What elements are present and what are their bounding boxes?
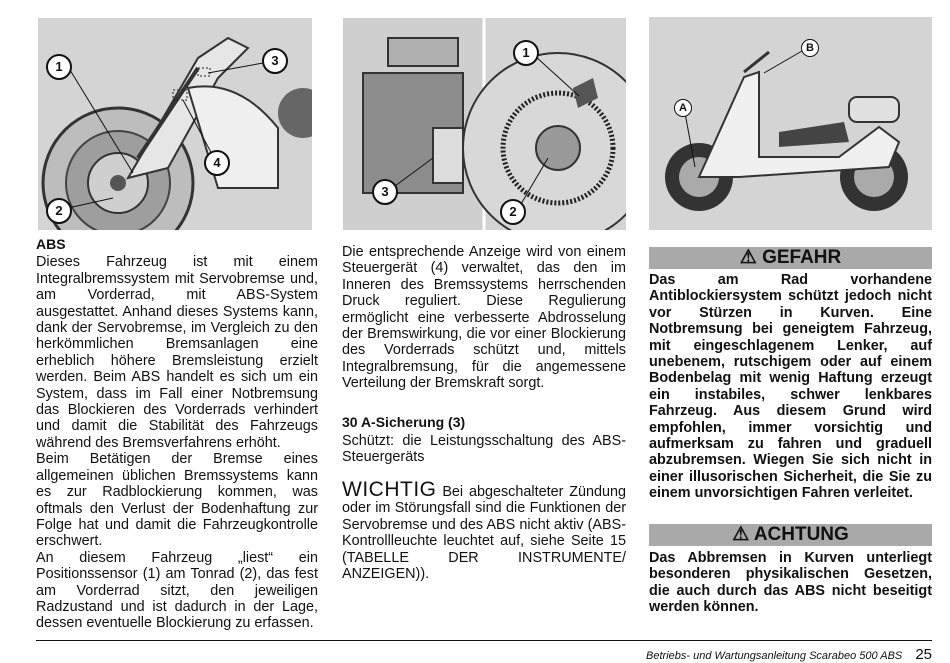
page-number: 25 <box>915 646 932 663</box>
footer-rule <box>36 640 932 641</box>
wichtig-text: Bei abgeschalteter Zündung oder im Störungsfall sind die Funktionen der Servobremse und des ABS nicht aktiv (ABS-Kontrollleuchte leuchtet auf, siehe Seite 15 (TABELLE DER INSTRUMENTE/ ANZEIGEN)). <box>342 483 627 582</box>
scooter-side-illustration <box>649 17 932 230</box>
wichtig-note <box>342 477 627 582</box>
callout-b: B <box>801 39 819 57</box>
warning-triangle-icon: ⚠ <box>732 524 750 545</box>
callout-1: 1 <box>513 40 539 66</box>
abs-intro-paragraph: Dieses Fahrzeug ist mit einem Integralbremssystem mit Servobremse und, am Vorderrad, mit ABS-System ausgestattet. Anhand dieses Systems kann, dank der Servobremse, im Vergleich zu den herkömmlichen Bremsanlagen eine erheblich höhere Bremsleistung erzielt werden. Beim ABS handelt es sich um ein System, dass im Fall einer Notbremsung das Blockieren des Vorderrads verhindert und damit die Stabilität des Fahrzeugs während des Bremsverfahrens erhöht. <box>36 254 318 451</box>
callout-a: A <box>674 99 692 117</box>
callout-4: 4 <box>204 150 230 176</box>
warning-triangle-icon: ⚠ <box>739 247 757 268</box>
wichtig-label: WICHTIG <box>342 477 437 501</box>
fuse-subheading: 30 A-Sicherung (3) <box>342 413 466 430</box>
abs-sensor-paragraph: An diesem Fahrzeug „liest“ ein Positionssensor (1) am Tonrad (2), das fest am Vorderrad sitzt, den jeweiligen Radzustand und ist dadurch in der Lage, dessen eventuelle Blockierung zu erfassen. <box>36 549 318 632</box>
middle-column <box>342 244 626 582</box>
gefahr-title: GEFAHR <box>762 247 842 268</box>
control-unit-paragraph: Die entsprechende Anzeige wird von einem Steuergerät (4) verwaltet, das den im Inneren des Bremssystems herrschenden Druck reguliert. Diese Regulierung ermöglicht eine verbesserte Abdrosselung der Bremswirkung, die vor einer Blockierung des Vorderrads schützt und, mittels Integralbremsung, für die angemessene Verteilung der Bremskraft sorgt. <box>342 244 626 392</box>
left-column <box>36 236 318 632</box>
abs-blocking-paragraph: Beim Betätigen der Bremse eines allgemeinen üblichen Bremssystems kann es zur Radblockierung kommen, was oftmals den Verlust der Bodenhaftung zur Folge hat und damit die Fahrzeugkontrolle erschwert. <box>36 451 318 550</box>
achtung-title: ACHTUNG <box>753 524 849 545</box>
callout-2: 2 <box>500 199 526 225</box>
callout-2: 2 <box>46 198 72 224</box>
callout-3: 3 <box>372 179 398 205</box>
fuse-paragraph: Schützt: die Leistungsschaltung des ABS-Steuergeräts <box>342 433 626 466</box>
figure-scooter-front-abs <box>38 18 312 230</box>
gefahr-text: Das am Rad vorhandene Antiblockiersystem schützt jedoch nicht vor Stürzen in Kurven. Eine Notbremsung bei geneigtem Fahrzeug, mit eingeschlagenem Lenker, auf unebenem, rutschigem oder auf einem Bodenbelag mit wenig Haftung erzeugt ein instabiles, schwer lenkbares Fahrzeug. Aus diesem Grund wird empfohlen, immer vorsichtig und aufmerksam zu fahren und graduell abzubremsen. Wiegen Sie sich nicht in einer illusorischen Sicherheit, die Sie zu einem unvorsichtigen Fahren verleitet. <box>649 272 932 502</box>
callout-3: 3 <box>262 48 288 74</box>
manual-title: Betriebs- und Wartungsanleitung Scarabeo 500 ABS <box>646 650 903 662</box>
section-title-abs: ABS <box>36 236 66 252</box>
gefahr-banner <box>649 247 932 269</box>
callout-1: 1 <box>46 54 72 80</box>
page-footer <box>646 646 932 663</box>
figure-abs-unit-and-tone-wheel <box>343 18 626 230</box>
figure-scooter-side <box>649 17 932 230</box>
achtung-text: Das Abbremsen in Kurven unterliegt besonderen physikalischen Gesetzen, die auch durch das ABS nicht beseitigt werden können. <box>649 550 932 616</box>
achtung-banner <box>649 524 932 546</box>
